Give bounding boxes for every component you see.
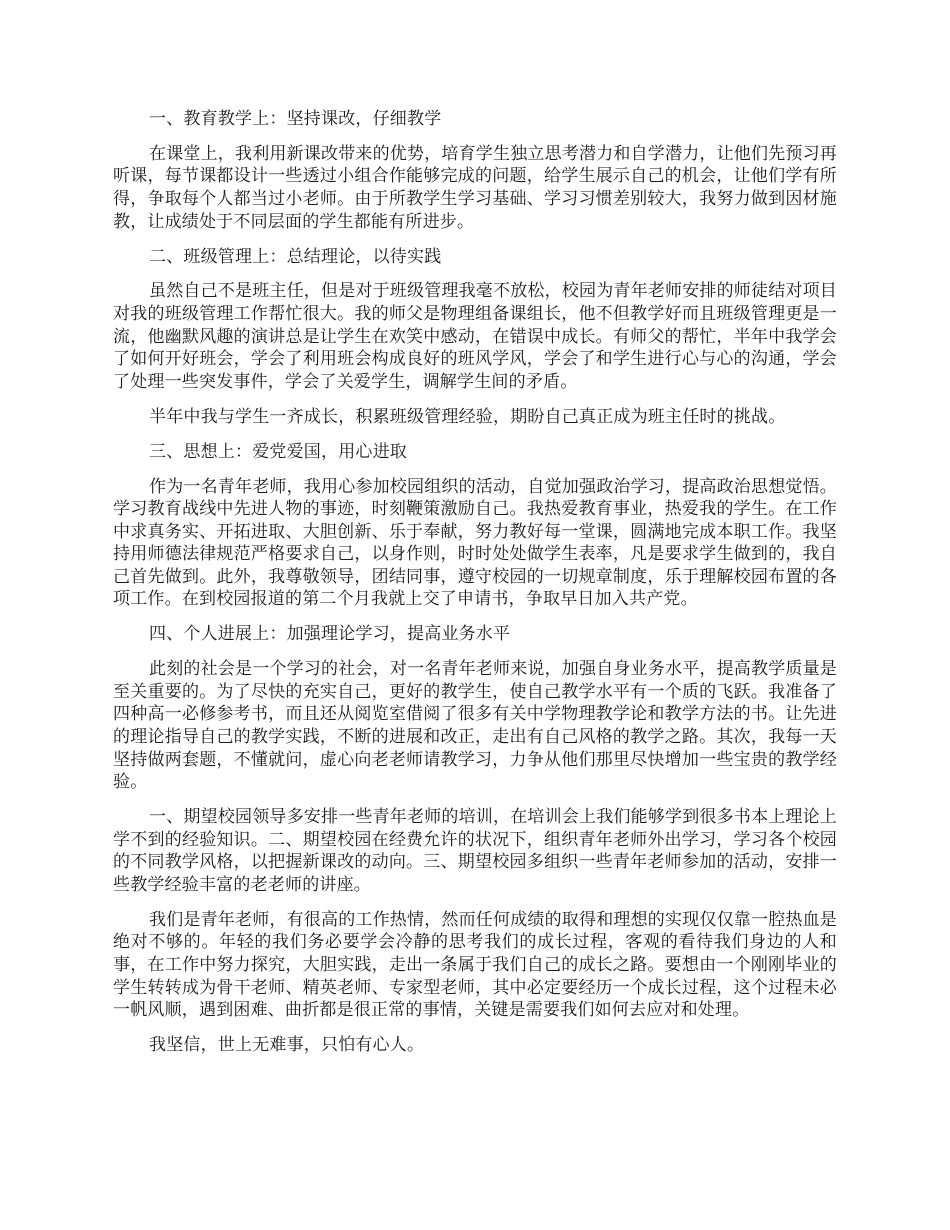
paragraph-expectations: 一、期望校园领导多安排一些青年老师的培训，在培训会上我们能够学到很多书本上理论上学不到的经验知识。二、期望校园在经费允许的状况下，组织青年老师外出学习，学习各个校园的不同教学风格，以把握新课改的动向。三、期望校园多组织一些青年老师参加的活动，安排一些教学经验丰富的老老师的讲座。 (113, 807, 837, 895)
paragraph-ideology: 作为一名青年老师，我用心参加校园组织的活动，自觉加强政治学习，提高政治思想觉悟。学习教育战线中先进人物的事迹，时刻鞭策激励自己。我热爱教育事业，热爱我的学生。在工作中求真务实、开拓进取、大胆创新、乐于奉献，努力教好每一堂课，圆满地完成本职工作。我坚持用师德法律规范严格要求自己，以身作则，时时处处做学生表率，凡是要求学生做到的，我自己首先做到。此外，我尊敬领导，团结同事，遵守校园的一切规章制度，乐于理解校园布置的各项工作。在到校园报道的第二个月我就上交了申请书，争取早日加入共产党。 (113, 476, 837, 610)
document-body (113, 108, 837, 1069)
paragraph-closing: 我坚信，世上无难事，只怕有心人。 (149, 1035, 425, 1056)
paragraph-young-teachers: 我们是青年老师，有很高的工作热情，然而任何成绩的取得和理想的实现仅仅靠一腔热血是绝对不够的。年轻的我们务必要学会冷静的思考我们的成长过程，客观的看待我们身边的人和事，在工作中努力探究，大胆实践，走出一条属于我们自己的成长之路。要想由一个刚刚毕业的学生转转成为骨干老师、精英老师、专家型老师，其中必定要经历一个成长过程，这个过程未必一帆风顺，遇到困难、曲折都是很正常的事情，关键是需要我们如何去应对和处理。 (113, 909, 837, 1021)
section-heading-personal-development: 四、个人进展上：加强理论学习，提高业务水平 (149, 624, 511, 645)
section-heading-teaching: 一、教育教学上：坚持课改，仔细教学 (149, 109, 442, 129)
paragraph-study: 此刻的社会是一个学习的社会，对一名青年老师来说，加强自身业务水平，提高教学质量是至关重要的。为了尽快的充实自己，更好的教学生，使自己教学水平有一个质的飞跃。我准备了四种高一必修参考书，而且还从阅览室借阅了很多有关中学物理教学论和教学方法的书。让先进的理论指导自己的教学实践，不断的进展和改正，走出有自己风格的教学之路。其次，我每一天坚持做两套题，不懂就问，虚心向老老师请教学习，力争从他们那里尽快增加一些宝贵的教学经验。 (113, 659, 837, 793)
paragraph-growth: 半年中我与学生一齐成长，积累班级管理经验，期盼自己真正成为班主任时的挑战。 (149, 406, 786, 427)
paragraph-classroom: 在课堂上，我利用新课改带来的优势，培育学生独立思考潜力和自学潜力，让他们先预习再听课，每节课都设计一些透过小组合作能够完成的问题，给学生展示自己的机会，让他们学有所得，争取每个人都当过小老师。由于所教学生学习基础、学习习惯差别较大，我努力做到因材施教，让成绩处于不同层面的学生都能有所进步。 (113, 143, 837, 232)
paragraph-mentor: 虽然自己不是班主任，但是对于班级管理我毫不放松，校园为青年老师安排的师徒结对项目对我的班级管理工作帮忙很大。我的师父是物理组备课组长，他不但教学好而且班级管理更是一流，他幽默风趣的演讲总是让学生在欢笑中感动，在错误中成长。有师父的帮忙，半年中我学会了如何开好班会，学会了利用班会构成良好的班风学风，学会了和学生进行心与心的沟通，学会了处理一些突发事件，学会了关爱学生，调解学生间的矛盾。 (113, 281, 837, 392)
section-heading-ideology: 三、思想上：爱党爱国，用心进取 (149, 441, 407, 462)
section-heading-class-management: 二、班级管理上：总结理论，以待实践 (149, 246, 442, 267)
